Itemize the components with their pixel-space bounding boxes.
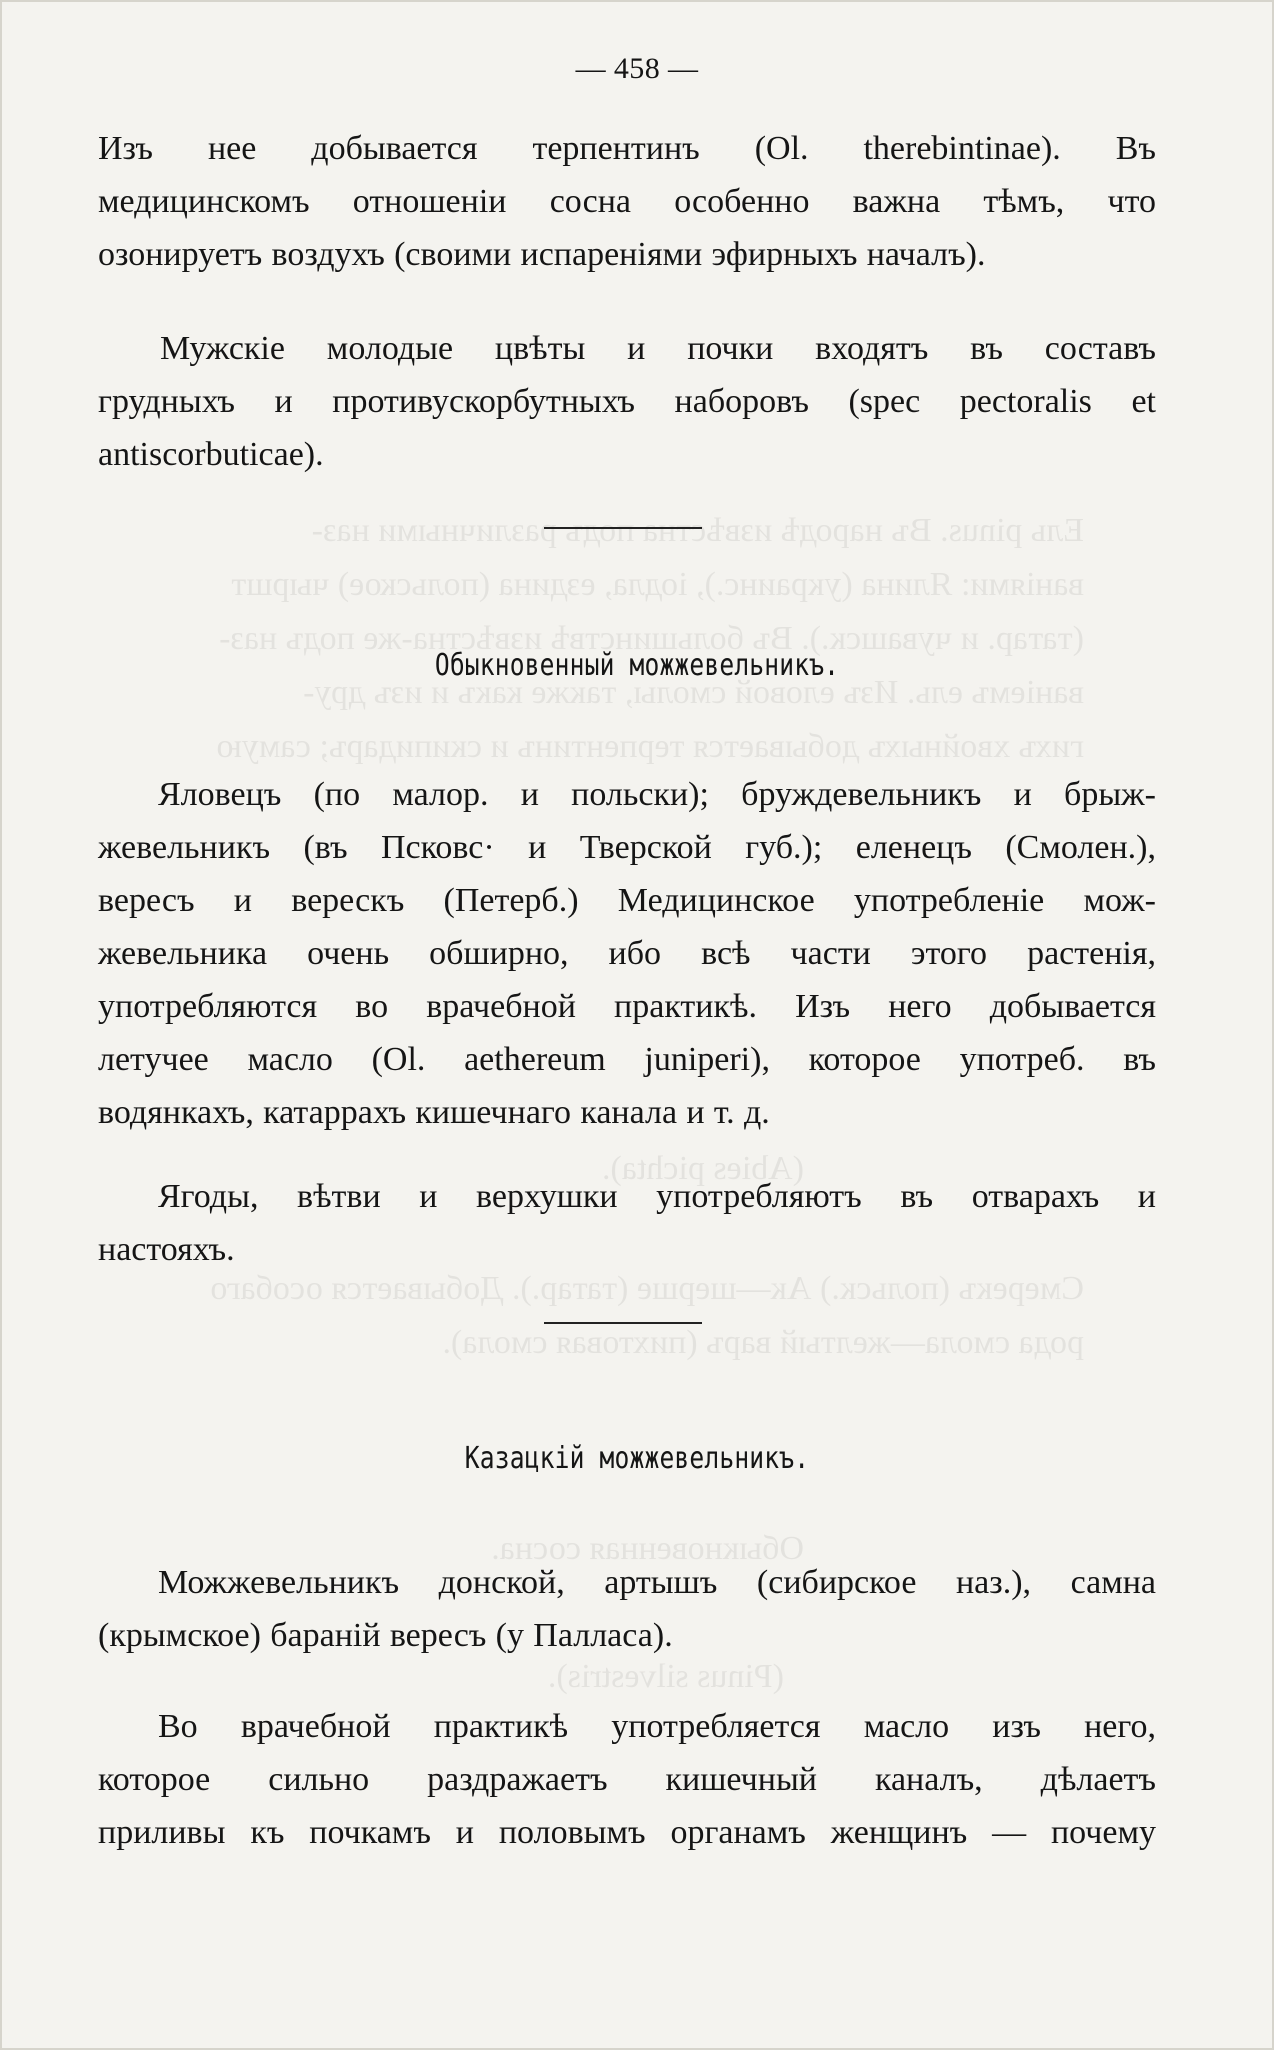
text-line: жевельника очень обширно, ибо всѣ части этого растенія,: [98, 935, 1156, 972]
page-number: — 458 —: [575, 52, 699, 85]
section-heading-common-juniper: Обыкновенный можжевельникъ.: [434, 648, 840, 683]
text-line: грудныхъ и противускорбутныхъ наборовъ (spec pectoralis et: [98, 383, 1156, 420]
paragraph-berries: [98, 1170, 1156, 1276]
text-line: медицинскомъ отношеніи сосна особенно важна тѣмъ, что: [98, 183, 1156, 220]
text-line: приливы къ почкамъ и половымъ органамъ женщинъ — почему: [98, 1814, 1156, 1851]
paragraph-medical-use: [98, 1700, 1156, 1859]
text-line: Мужскіе молодые цвѣты и почки входятъ въ составъ: [160, 330, 1156, 367]
text-line: настояхъ.: [98, 1231, 235, 1268]
show-through-text: Ель pinus. Въ народѣ извѣстна подъ различными наз- ваніями: Ялина (украинс.), iодла, ездина (польское) чыршт (татар. и чувашск.). Въ большинствѣ извѣстна-же подъ наз- ваніемъ ель. Изъ еловой смолы, также какъ и изъ дру- гихъ хвойныхъ добывается терпентинъ и скипидаръ; самую (Abies pichta). Смерекъ (польск.) Ак—шерше (татар.). Добывается особаго рода смола—желтый варъ (пихтовая смола). Обыкновенная сосна. (Pinus silvestris).: [210, 512, 1084, 1695]
paragraph-common-juniper: [98, 768, 1156, 1139]
text-line: Во врачебной практикѣ употребляется масло изъ него,: [158, 1708, 1156, 1745]
text-line: водянкахъ, катаррахъ кишечнаго канала и т. д.: [98, 1094, 770, 1131]
text-line: Изъ нее добывается терпентинъ (Ol. therebintinae). Въ: [98, 130, 1156, 167]
text-line: которое сильно раздражаетъ кишечный каналъ, дѣлаетъ: [98, 1761, 1156, 1798]
text-line: Яловецъ (по малор. и польски); бруждевельникъ и брыж-: [158, 776, 1156, 813]
text-line: вересъ и верескъ (Петерб.) Медицинское употребленіе мож-: [98, 882, 1156, 919]
text-line: употребляются во врачебной практикѣ. Изъ него добывается: [98, 988, 1156, 1025]
text-line: летучее масло (Ol. aethereum juniperi), которое употреб. въ: [98, 1041, 1156, 1078]
paragraph-turpentine: [98, 122, 1156, 281]
section-heading-cossack-juniper: Казацкій можжевельникъ.: [464, 1441, 810, 1476]
text-line: озонируетъ воздухъ (своими испареніями эфирныхъ началъ).: [98, 236, 986, 273]
paragraph-male-flowers: [98, 322, 1156, 481]
text-line: жевельникъ (въ Псковс· и Тверской губ.); еленецъ (Смолен.),: [98, 829, 1156, 866]
text-line: (крымское) бараній вересъ (у Палласа).: [98, 1617, 673, 1654]
text-line: Ягоды, вѣтви и верхушки употребляютъ въ отварахъ и: [158, 1178, 1156, 1215]
paragraph-cossack-juniper: [98, 1556, 1156, 1662]
section-divider: [544, 1322, 702, 1324]
section-divider: [544, 527, 702, 529]
text-line: Можжевельникъ донской, артышъ (сибирское наз.), самна: [158, 1564, 1156, 1601]
text-line: antiscorbuticae).: [98, 436, 324, 473]
